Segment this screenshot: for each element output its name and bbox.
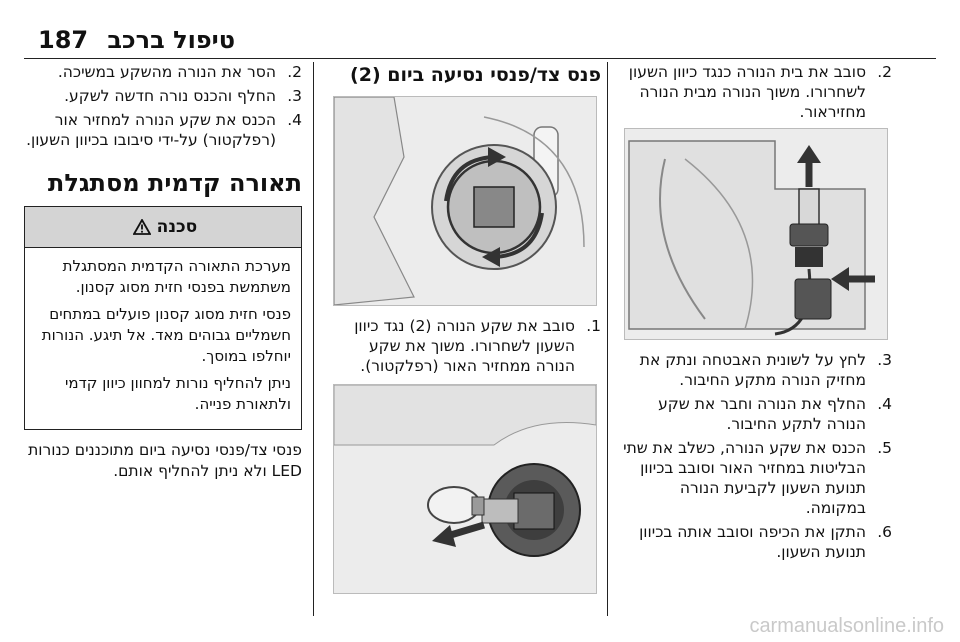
step-number: 1. bbox=[586, 317, 601, 335]
step-text: הכנס את שקע הנורה, כשלב את שתי הבליטות במחזיר האור וסובב בכיוון תנועת השעון לקביעת הנורה במקומה. bbox=[623, 439, 866, 517]
danger-header bbox=[25, 207, 301, 248]
led-note: פנסי צד/פנסי נסיעה ביום מתוכננים כנורות LED ולא ניתן להחליף אותם. bbox=[28, 441, 302, 480]
step-number: 4. bbox=[877, 395, 892, 413]
step-number: 3. bbox=[287, 87, 302, 105]
step-item bbox=[325, 316, 601, 376]
step-item bbox=[616, 62, 892, 122]
step-item bbox=[616, 394, 892, 434]
step-number: 4. bbox=[287, 111, 302, 129]
step-item bbox=[616, 350, 892, 390]
left-column bbox=[24, 62, 302, 482]
section-heading: פנס צד/פנסי נסיעה ביום (2) bbox=[350, 64, 601, 86]
step-text: סובב את שקע הנורה (2) נגד כיוון השעון לשחרורו. משוך את שקע הנורה ממחזיר האור (רפלקטור). bbox=[354, 317, 575, 375]
column-divider bbox=[607, 62, 608, 616]
right-column bbox=[616, 62, 892, 566]
danger-box bbox=[24, 206, 302, 430]
page-header bbox=[0, 0, 960, 52]
step-number: 2. bbox=[287, 63, 302, 81]
step-text: סובב את בית הנורה כנגד כיוון השעון לשחרורו. משוך הנורה מבית הנורה מחזיראור. bbox=[628, 63, 866, 121]
step-text: הכנס את שקע הנורה למחזיר אור (רפלקטור) על-ידי סיבובו בכיוון השעון. bbox=[26, 111, 276, 149]
danger-body bbox=[25, 248, 301, 429]
step-number: 3. bbox=[877, 351, 892, 369]
bulb-socket-illustration bbox=[334, 97, 596, 305]
step-item bbox=[616, 438, 892, 518]
right-steps-b bbox=[616, 350, 892, 562]
step-item bbox=[24, 86, 302, 106]
chapter-title: טיפול ברכב bbox=[107, 26, 235, 54]
step-number: 5. bbox=[877, 439, 892, 457]
bulb-removal-figure bbox=[333, 384, 597, 594]
warning-triangle-icon bbox=[133, 219, 151, 235]
section-title: תאורה קדמית מסתגלת bbox=[47, 169, 302, 197]
step-text: הסר את הנורה מהשקע במשיכה. bbox=[57, 63, 276, 81]
right-steps-a bbox=[616, 62, 892, 122]
middle-steps bbox=[325, 316, 601, 376]
headlamp-bulb-figure bbox=[624, 128, 888, 340]
danger-paragraph: פנסי חזית מסוג קסנון פועלים במתחים חשמליים גבוהים מאד. אל תיגע. הנורות יוחלפו במוסך. bbox=[41, 305, 291, 365]
column-divider bbox=[313, 62, 314, 616]
danger-paragraph: ניתן להחליף נורות למחוון כיוון קדמי ולתאורת פנייה. bbox=[65, 374, 291, 413]
step-text: החלף את הנורה וחבר את שקע הנורה לתקע החיבור. bbox=[658, 395, 866, 433]
left-steps bbox=[24, 62, 302, 150]
step-item bbox=[24, 62, 302, 82]
headlamp-bulb-illustration bbox=[625, 129, 887, 339]
bulb-socket-figure bbox=[333, 96, 597, 306]
step-text: התקן את הכיפה וסובב אותה בכיוון תנועת השעון. bbox=[639, 523, 866, 561]
watermark: carmanualsonline.info bbox=[749, 615, 944, 637]
step-item bbox=[616, 522, 892, 562]
danger-paragraph: מערכת התאורה הקדמית המסתגלת משתמשת בפנסי חזית מסוג קסנון. bbox=[62, 257, 291, 296]
page-number: 187 bbox=[38, 26, 89, 54]
step-number: 6. bbox=[877, 523, 892, 541]
step-number: 2. bbox=[877, 63, 892, 81]
step-text: החלף והכנס נורה חדשה לשקע. bbox=[64, 87, 276, 105]
middle-column bbox=[325, 62, 601, 594]
step-text: לחץ על לשונית האבטחה ונתק את מחזיק הנורה מתקע החיבור. bbox=[639, 351, 866, 389]
step-item bbox=[24, 110, 302, 150]
header-rule bbox=[24, 58, 936, 59]
bulb-removal-illustration bbox=[334, 385, 596, 593]
danger-title: סכנה bbox=[156, 217, 198, 237]
